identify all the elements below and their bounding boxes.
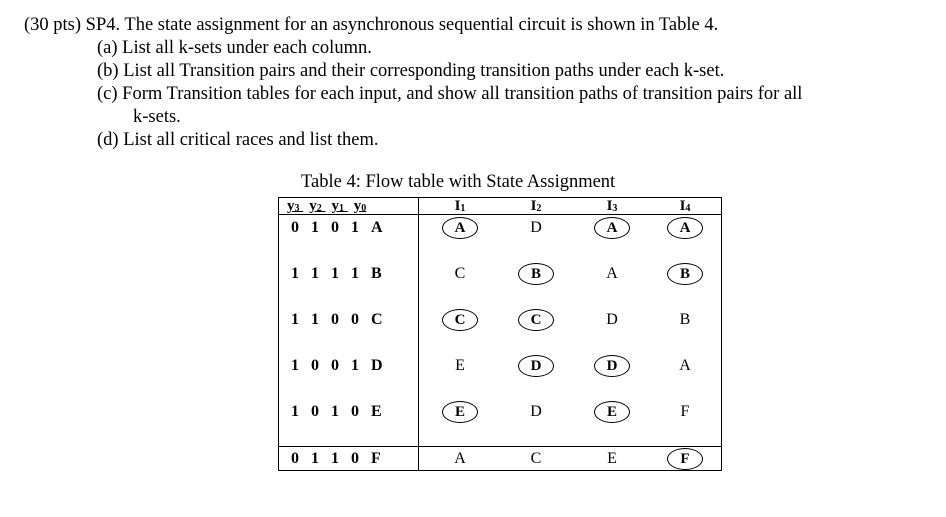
state-code-row-f (285, 447, 413, 471)
state-bit: 1 (331, 265, 339, 282)
state-code-row-c (285, 308, 413, 332)
state-bit: 0 (291, 450, 299, 467)
state-code-row-a (285, 216, 413, 240)
next-state-cell (422, 447, 498, 471)
next-state-value: D (606, 311, 618, 328)
next-state-cell (498, 400, 574, 424)
state-bit: 1 (291, 403, 299, 420)
next-state-cell (498, 308, 574, 332)
state-code-row-d (285, 354, 413, 378)
stable-state-circle: B (667, 263, 703, 285)
state-bit: 0 (331, 357, 339, 374)
state-label: A (371, 219, 383, 236)
next-state-value: E (455, 357, 465, 374)
part-c-text: (c) Form Transition tables for each input, and show all transition paths of transition pairs for all (97, 84, 803, 104)
state-bit: 1 (351, 219, 359, 236)
part-c-continuation: k-sets. (133, 107, 181, 127)
state-vars-header: $y_3$ $y_2$ $y_1$ $y_0$ (287, 198, 367, 214)
state-bit: 1 (311, 219, 319, 236)
header-divider (279, 214, 721, 215)
stable-state-circle: A (667, 217, 703, 239)
next-state-cell (422, 308, 498, 332)
input-header-i4: $I_4$ (679, 198, 691, 214)
state-code-row-e (285, 400, 413, 424)
next-state-value: F (680, 403, 690, 420)
state-bit: 0 (351, 311, 359, 328)
next-state-cell (498, 216, 574, 240)
next-state-cell (574, 308, 650, 332)
state-label: F (371, 450, 381, 467)
state-bit: 1 (331, 403, 339, 420)
stable-state-circle: B (518, 263, 554, 285)
state-code-row-b (285, 262, 413, 286)
state-label: C (371, 311, 383, 328)
state-bit: 0 (311, 403, 319, 420)
part-b-text: (b) List all Transition pairs and their corresponding transition paths under each k-set. (97, 61, 725, 81)
input-header-i1: $I_1$ (454, 198, 466, 214)
stable-state-circle: A (594, 217, 630, 239)
next-state-cell (647, 216, 723, 240)
part-a-text: (a) List all k-sets under each column. (97, 38, 372, 58)
next-state-cell (498, 447, 574, 471)
next-state-cell (422, 262, 498, 286)
state-bit: 1 (291, 311, 299, 328)
part-d-text: (d) List all critical races and list them. (97, 130, 379, 150)
next-state-cell (422, 354, 498, 378)
stable-state-circle: D (594, 355, 630, 377)
state-bit: 0 (351, 403, 359, 420)
next-state-value: A (454, 450, 466, 467)
stable-state-circle: C (442, 309, 478, 331)
state-bit: 1 (331, 450, 339, 467)
input-header-i3: $I_3$ (606, 198, 618, 214)
table-caption: Table 4: Flow table with State Assignment (301, 172, 616, 192)
stable-state-circle: F (667, 448, 703, 470)
next-state-cell (647, 262, 723, 286)
state-bit: 1 (311, 265, 319, 282)
state-bit: 1 (291, 357, 299, 374)
next-state-value: C (454, 265, 466, 282)
next-state-cell (574, 447, 650, 471)
next-state-cell (422, 400, 498, 424)
stable-state-circle: C (518, 309, 554, 331)
question-title: (30 pts) SP4. The state assignment for an asynchronous sequential circuit is shown in Table 4. (24, 15, 719, 35)
next-state-value: B (679, 311, 691, 328)
next-state-cell (574, 354, 650, 378)
state-bit: 1 (351, 265, 359, 282)
next-state-value: C (530, 450, 542, 467)
stable-state-circle: E (594, 401, 630, 423)
state-bit: 1 (311, 450, 319, 467)
next-state-cell (647, 308, 723, 332)
input-header-i2: $I_2$ (530, 198, 542, 214)
next-state-cell (647, 400, 723, 424)
next-state-cell (422, 216, 498, 240)
flow-table (278, 197, 722, 471)
next-state-cell (498, 262, 574, 286)
next-state-value: E (607, 450, 617, 467)
state-bit: 0 (331, 311, 339, 328)
state-bit: 1 (311, 311, 319, 328)
next-state-value: D (530, 403, 542, 420)
next-state-value: D (530, 219, 542, 236)
next-state-value: A (606, 265, 618, 282)
state-bit: 0 (291, 219, 299, 236)
stable-state-circle: E (442, 401, 478, 423)
state-bit: 1 (291, 265, 299, 282)
next-state-cell (498, 354, 574, 378)
state-label: E (371, 403, 382, 420)
state-bit: 0 (331, 219, 339, 236)
next-state-value: A (679, 357, 691, 374)
stable-state-circle: A (442, 217, 478, 239)
state-bit: 0 (311, 357, 319, 374)
next-state-cell (574, 400, 650, 424)
next-state-cell (647, 447, 723, 471)
state-bit: 1 (351, 357, 359, 374)
next-state-cell (574, 216, 650, 240)
stable-state-circle: D (518, 355, 554, 377)
next-state-cell (574, 262, 650, 286)
state-label: D (371, 357, 383, 374)
next-state-cell (647, 354, 723, 378)
state-label: B (371, 265, 382, 282)
state-column-divider (418, 198, 419, 470)
state-bit: 0 (351, 450, 359, 467)
